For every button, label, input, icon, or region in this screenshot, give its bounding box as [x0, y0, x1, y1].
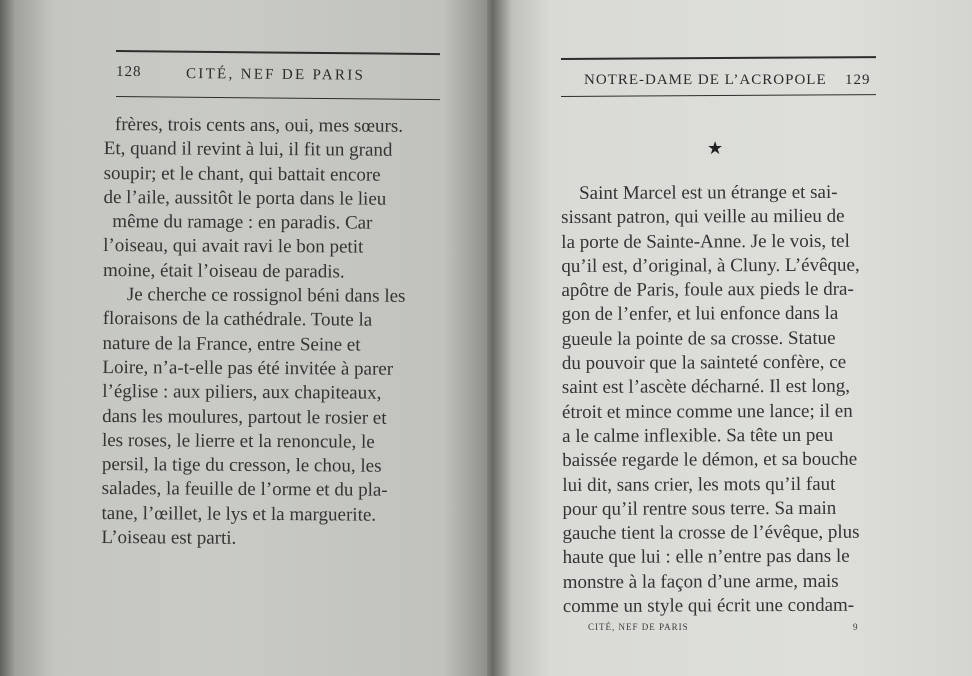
text-line: moine, était l’oiseau de paradis. — [102, 259, 345, 283]
text-line: nature de la France, entre Seine et — [102, 332, 361, 356]
text-line: persil, la tige du cresson, le chou, les — [101, 454, 382, 477]
text-line: même du ramage : en paradis. Car — [112, 211, 373, 234]
text-line: pour qu’il rentre sous terre. Sa main — [562, 497, 837, 520]
text-line: dans les moulures, partout le rosier et — [102, 405, 387, 429]
section-star-ornament: ★ — [707, 138, 724, 158]
left-page-number: 128 — [115, 63, 142, 81]
text-line: étroit et mince comme une lance; il en — [561, 400, 853, 423]
text-line: les roses, le lierre et la renoncule, le — [101, 429, 375, 453]
text-line: du pouvoir que la sainteté confère, ce — [561, 351, 847, 375]
text-line: de l’aile, aussitôt le porta dans le lieu — [103, 186, 387, 210]
text-line: lui dit, sans crier, les mots qu’il faut — [562, 473, 836, 496]
text-line: l’église : aux piliers, aux chapiteaux, — [102, 381, 382, 404]
text-line: monstre à la façon d’une arme, mais — [562, 570, 839, 593]
left-header-bottom-rule — [116, 96, 440, 100]
signature-number: 9 — [853, 622, 859, 632]
text-line: l’oiseau, qui avait ravi le bon petit — [103, 235, 364, 259]
text-line: Saint Marcel est un étrange et sai- — [579, 181, 838, 204]
printer-signature: CITÉ, NEF DE PARIS — [588, 622, 689, 632]
text-line: Et, quand il revint à lui, il fit un grand — [103, 138, 393, 162]
text-line: soupir; et le chant, qui battait encore — [103, 162, 381, 186]
text-line: saint est l’ascète décharné. Il est long, — [561, 376, 851, 399]
right-page-number: 129 — [845, 72, 871, 88]
text-line: qu’il est, d’original, à Cluny. L’évêque, — [561, 254, 860, 277]
text-line: la porte de Sainte-Anne. Je le vois, tel — [561, 230, 850, 253]
right-header-bottom-rule — [561, 94, 876, 97]
text-line: salades, la feuille de l’orme et du pla- — [101, 478, 388, 502]
right-page — [493, 0, 972, 676]
text-line: tane, l’œillet, le lys et la marguerite. — [101, 502, 377, 526]
text-line: gauche tient la crosse de l’évêque, plus — [562, 521, 860, 545]
left-header-top-rule — [116, 50, 440, 55]
text-line: gon de l’enfer, et lui enfonce dans la — [561, 303, 839, 326]
text-line: Je cherche ce rossignol béni dans les — [126, 284, 406, 307]
left-page-text — [101, 113, 442, 552]
text-line: haute que lui : elle n’entre pas dans le — [562, 546, 850, 569]
text-line: comme un style qui écrit une condam- — [562, 594, 855, 618]
right-header-top-rule — [561, 56, 876, 60]
text-line: frères, trois cents ans, oui, mes sœurs. — [114, 114, 404, 137]
text-line: baissée regarde le démon, et sa bouche — [562, 448, 858, 472]
text-line: apôtre de Paris, foule aux pieds le dra- — [561, 278, 854, 302]
left-running-title: CITÉ, NEF DE PARIS — [185, 66, 366, 84]
text-line: sissant patron, qui veille au milieu de — [561, 206, 845, 229]
text-line: a le calme inflexible. Sa tête un peu — [562, 424, 834, 447]
right-page-text — [561, 181, 895, 620]
text-line: L’oiseau est parti. — [101, 527, 237, 549]
text-line: Loire, n’a-t-elle pas été invitée à parer — [102, 356, 394, 380]
right-running-title: NOTRE-DAME DE L’ACROPOLE — [584, 72, 827, 88]
text-line: floraisons de la cathédrale. Toute la — [102, 308, 373, 332]
text-line: gueule la pointe de sa crosse. Statue — [561, 327, 836, 350]
